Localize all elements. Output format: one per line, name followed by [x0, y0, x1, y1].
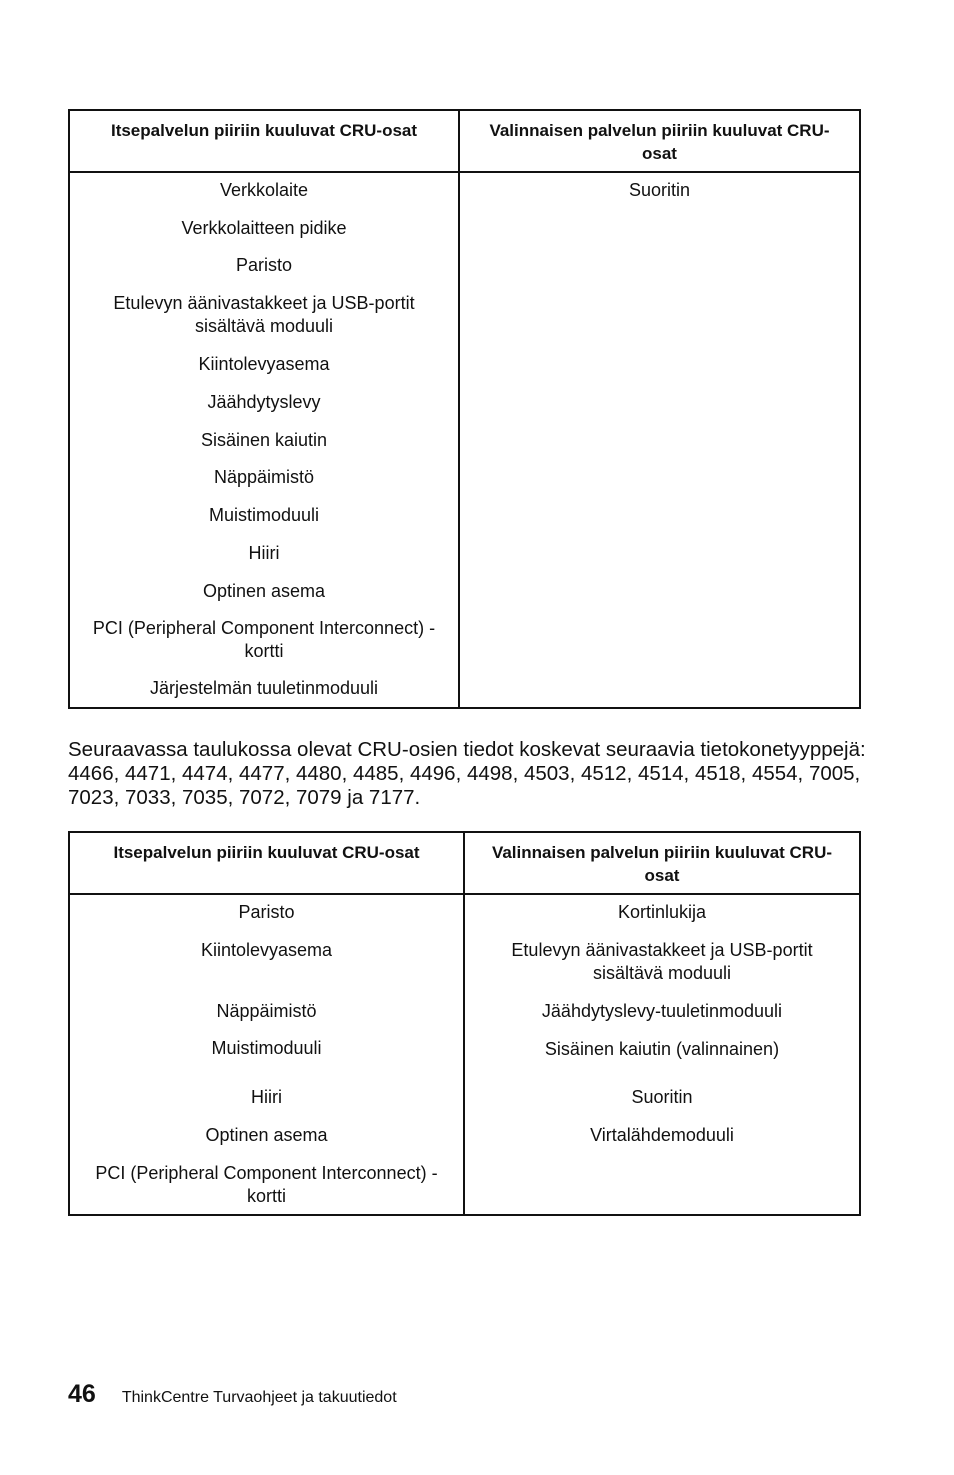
table-body [70, 173, 859, 707]
list-item: Muistimoduuli [208, 505, 320, 525]
list-item: Optinen asema [202, 581, 326, 601]
cru-table-2 [68, 831, 861, 1216]
list-item: Optinen asema [205, 1125, 328, 1145]
page-footer [68, 1380, 397, 1409]
list-item: Suoritin [628, 180, 691, 200]
list-item: Hiiri [248, 543, 280, 563]
header-self-service: Itsepalvelun piiriin kuuluvat CRU-osat [70, 111, 460, 171]
list-item: Sisäinen kaiutin [200, 430, 328, 450]
list-item: Jäähdytyslevy [207, 392, 321, 412]
list-item: Kiintolevyasema [200, 940, 333, 960]
optional-service-column [460, 173, 859, 707]
list-item: Verkkolaite [219, 180, 309, 200]
self-service-column [70, 895, 465, 1214]
list-item: Näppäimistö [216, 1001, 317, 1021]
list-item: Virtalähdemoduuli [590, 1125, 734, 1145]
page-number: 46 [68, 1380, 96, 1408]
list-item: Hiiri [251, 1087, 282, 1107]
list-item: Etulevyn äänivastakkeet ja USB-portit sisältävä moduuli [511, 940, 813, 983]
list-item: Näppäimistö [213, 467, 315, 487]
optional-service-column [465, 895, 859, 1214]
list-item: PCI (Peripheral Component Interconnect) -kortti [92, 618, 436, 661]
header-optional-service: Valinnaisen palvelun piiriin kuuluvat CRU-osat [491, 843, 833, 885]
list-item: PCI (Peripheral Component Interconnect) -kortti [95, 1163, 438, 1206]
list-item: Muistimoduuli [211, 1038, 322, 1058]
list-item: Kortinlukija [617, 902, 707, 922]
list-item: Paristo [238, 902, 295, 922]
header-optional-service: Valinnaisen palvelun piiriin kuuluvat CRU-osat [489, 121, 830, 163]
table-header-row [70, 111, 859, 173]
list-item: Paristo [235, 255, 293, 275]
document-title: ThinkCentre Turvaohjeet ja takuutiedot [121, 1389, 397, 1406]
list-item: Järjestelmän tuuletinmoduuli [149, 678, 379, 698]
list-item: Verkkolaitteen pidike [181, 218, 347, 238]
self-service-column [70, 173, 460, 707]
list-item: Kiintolevyasema [198, 354, 330, 374]
header-self-service: Itsepalvelun piiriin kuuluvat CRU-osat [70, 833, 465, 893]
list-item: Jäähdytyslevy-tuuletinmoduuli [541, 1001, 783, 1021]
table-body [70, 895, 859, 1214]
list-item: Sisäinen kaiutin (valinnainen) [544, 1039, 780, 1059]
table-header-row [70, 833, 859, 895]
intro-paragraph: Seuraavassa taulukossa olevat CRU-osien tiedot koskevat seuraavia tietokonetyyppejä: 4466, 4471, 4474, 4477, 4480, 4485, 4496, 4498, 4503, 4512, 4514, 4518, 4554, 7005, 7023, 7033, 7035, 7072, 7079 ja 7177. [68, 738, 866, 809]
cru-table-1 [68, 109, 861, 709]
list-item: Suoritin [631, 1087, 693, 1107]
list-item: Etulevyn äänivastakkeet ja USB-portit sisältävä moduuli [113, 293, 415, 336]
